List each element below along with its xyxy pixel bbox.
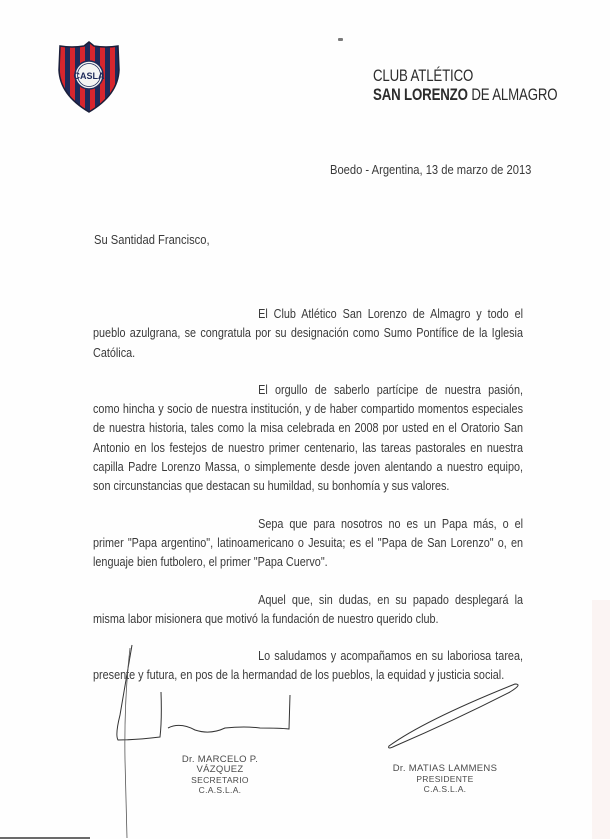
signatory-name: Dr. MATIAS LAMMENS bbox=[392, 763, 498, 774]
letterhead-san-lorenzo bbox=[373, 85, 557, 104]
letterhead-club-atletico: CLUB ATLÉTICO bbox=[373, 66, 474, 85]
casla-shield-logo-icon bbox=[56, 40, 122, 114]
signatory-title: PRESIDENTE bbox=[416, 774, 474, 784]
signature-block-president bbox=[390, 764, 500, 794]
paragraph-1: El Club Atlético San Lorenzo de Almagro y todo el pueblo azulgrana, se congratula por su designación como Sumo Pontífice de la Iglesia Católica. bbox=[93, 307, 523, 360]
signature-block-secretary bbox=[160, 755, 280, 795]
signatory-name: Dr. MARCELO P. VÁZQUEZ bbox=[181, 754, 259, 775]
logo-monogram: CASLA bbox=[73, 71, 105, 81]
signature-scribble-right-icon bbox=[385, 680, 535, 750]
salutation: Su Santidad Francisco, bbox=[94, 232, 210, 247]
paragraph-2: El orgullo de saberlo partícipe de nuestra pasión, como hincha y socio de nuestra institución, y de haber compartido momentos especiales de nuestra historia, tales como la misa celebrada en 2008 por usted en el Oratorio San Antonio en los festejos de nuestro primer centenario, las tareas pastorales en nuestra capilla Padre Lorenzo Massa, o simplemente desde joven alentando a nuestro equipo, son circunstancias que destacan su humildad, su bonhomía y sus valores. bbox=[93, 382, 523, 494]
letterhead-regular: DE ALMAGRO bbox=[467, 85, 558, 104]
scan-speck bbox=[338, 38, 343, 41]
signatory-title: SECRETARIO bbox=[191, 775, 249, 785]
signature-scribble-left-icon bbox=[100, 640, 300, 840]
letterhead-bold: SAN LORENZO bbox=[373, 85, 468, 104]
paragraph-4: Aquel que, sin dudas, en su papado desplegará la misma labor misionera que motivó la fundación de nuestro querido club. bbox=[93, 592, 523, 626]
letterhead bbox=[373, 66, 609, 104]
signatory-org: C.A.S.L.A. bbox=[423, 784, 467, 794]
paragraph-5: Lo saludamos y acompañamos en su laboriosa tarea, presente y futura, en pos de la hermandad de los pueblos, la equidad y justicia social. bbox=[93, 649, 523, 683]
scan-edge-tint bbox=[592, 600, 610, 839]
dateline: Boedo - Argentina, 13 de marzo de 2013 bbox=[330, 162, 532, 177]
signatory-org: C.A.S.L.A. bbox=[198, 785, 242, 795]
paragraph-3: Sepa que para nosotros no es un Papa más, o el primer "Papa argentino", latinoamericano o Jesuita; es el "Papa de San Lorenzo" o, en lenguaje bien futbolero, el primer "Papa Cuervo". bbox=[93, 516, 523, 570]
